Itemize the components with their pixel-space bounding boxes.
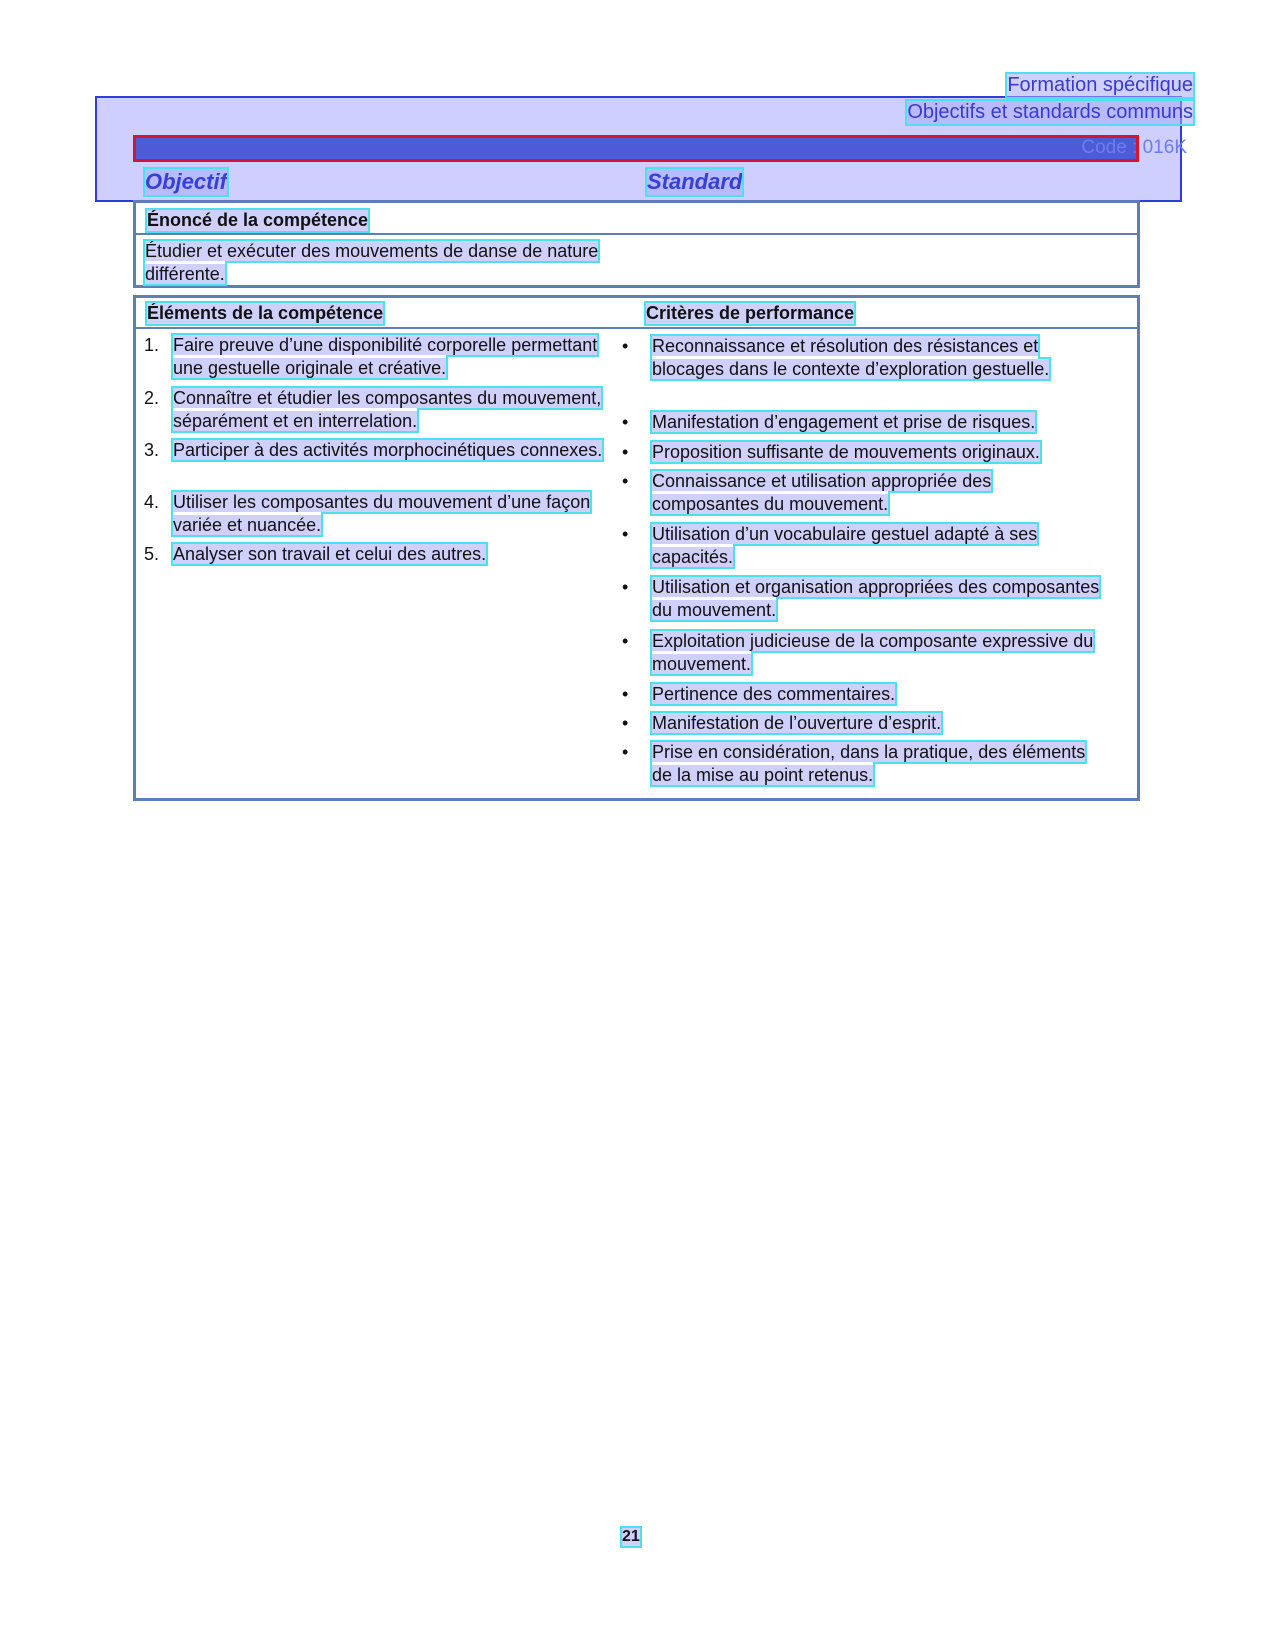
bullet-icon: • xyxy=(622,742,629,762)
item-text: Participer à des activités morphocinétiques connexes. xyxy=(173,440,603,460)
criteria-text: Prise en considération, dans la pratique, des éléments de la mise au point retenus. xyxy=(652,742,1086,785)
elements-criteria-box xyxy=(133,295,1140,801)
bullet-icon: • xyxy=(622,713,629,733)
criteria-item xyxy=(622,470,1102,516)
criteria-item xyxy=(622,741,1102,787)
elements-title: Éléments de la compétence xyxy=(147,303,384,323)
item-number: 4. xyxy=(144,492,160,512)
item-text: Utiliser les composantes du mouvement d’une façon variée et nuancée. xyxy=(173,492,591,535)
section-title: Objectifs et standards communs xyxy=(907,101,1193,123)
elements-divider xyxy=(136,327,1137,329)
criteria-text: Manifestation d’engagement et prise de risques. xyxy=(652,412,1036,432)
item-number: 2. xyxy=(144,388,160,408)
competency-code: Code : 016K xyxy=(1081,137,1187,158)
bullet-icon: • xyxy=(622,336,629,356)
competence-box xyxy=(133,200,1140,288)
criteria-item xyxy=(622,576,1102,622)
item-text: Faire preuve d’une disponibilité corporelle permettant une gestuelle originale et créative. xyxy=(173,335,598,378)
list-item xyxy=(144,334,614,380)
criteria-text: Pertinence des commentaires. xyxy=(652,684,896,704)
criteria-item xyxy=(622,683,1102,706)
program-title: Formation spécifique xyxy=(1007,74,1193,96)
competence-statement: Étudier et exécuter des mouvements de danse de nature différente. xyxy=(145,241,599,284)
criteria-text: Exploitation judicieuse de la composante expressive du mouvement. xyxy=(652,631,1094,674)
bullet-icon: • xyxy=(622,577,629,597)
bullet-icon: • xyxy=(622,471,629,491)
criteria-text: Utilisation et organisation appropriées des composantes du mouvement. xyxy=(652,577,1100,620)
code-bar xyxy=(133,135,1139,162)
item-text: Analyser son travail et celui des autres. xyxy=(173,544,487,564)
competence-title: Énoncé de la compétence xyxy=(147,210,369,230)
standard-heading: Standard xyxy=(647,169,743,194)
criteria-item xyxy=(622,630,1102,676)
page-number: 21 xyxy=(622,1528,640,1545)
bullet-icon: • xyxy=(622,442,629,462)
criteria-item xyxy=(622,411,1102,434)
list-item xyxy=(144,543,614,566)
bullet-icon: • xyxy=(622,524,629,544)
item-number: 5. xyxy=(144,544,160,564)
bullet-icon: • xyxy=(622,684,629,704)
item-number: 1. xyxy=(144,335,160,355)
item-text: Connaître et étudier les composantes du mouvement, séparément et en interrelation. xyxy=(173,388,602,431)
criteria-title: Critères de performance xyxy=(646,303,855,323)
item-number: 3. xyxy=(144,440,160,460)
criteria-text: Proposition suffisante de mouvements originaux. xyxy=(652,442,1040,462)
objectif-heading: Objectif xyxy=(145,169,227,194)
criteria-item xyxy=(622,441,1102,464)
criteria-text: Reconnaissance et résolution des résistances et blocages dans le contexte d’exploration gestuelle. xyxy=(652,336,1050,379)
list-item xyxy=(144,491,614,537)
criteria-item xyxy=(622,523,1102,569)
list-item xyxy=(144,439,614,462)
competence-divider xyxy=(136,233,1137,235)
criteria-item xyxy=(622,335,1102,381)
list-item xyxy=(144,387,614,433)
criteria-text: Connaissance et utilisation appropriée des composantes du mouvement. xyxy=(652,471,992,514)
bullet-icon: • xyxy=(622,631,629,651)
criteria-text: Manifestation de l’ouverture d’esprit. xyxy=(652,713,942,733)
criteria-item xyxy=(622,712,1102,735)
bullet-icon: • xyxy=(622,412,629,432)
criteria-text: Utilisation d’un vocabulaire gestuel adapté à ses capacités. xyxy=(652,524,1038,567)
